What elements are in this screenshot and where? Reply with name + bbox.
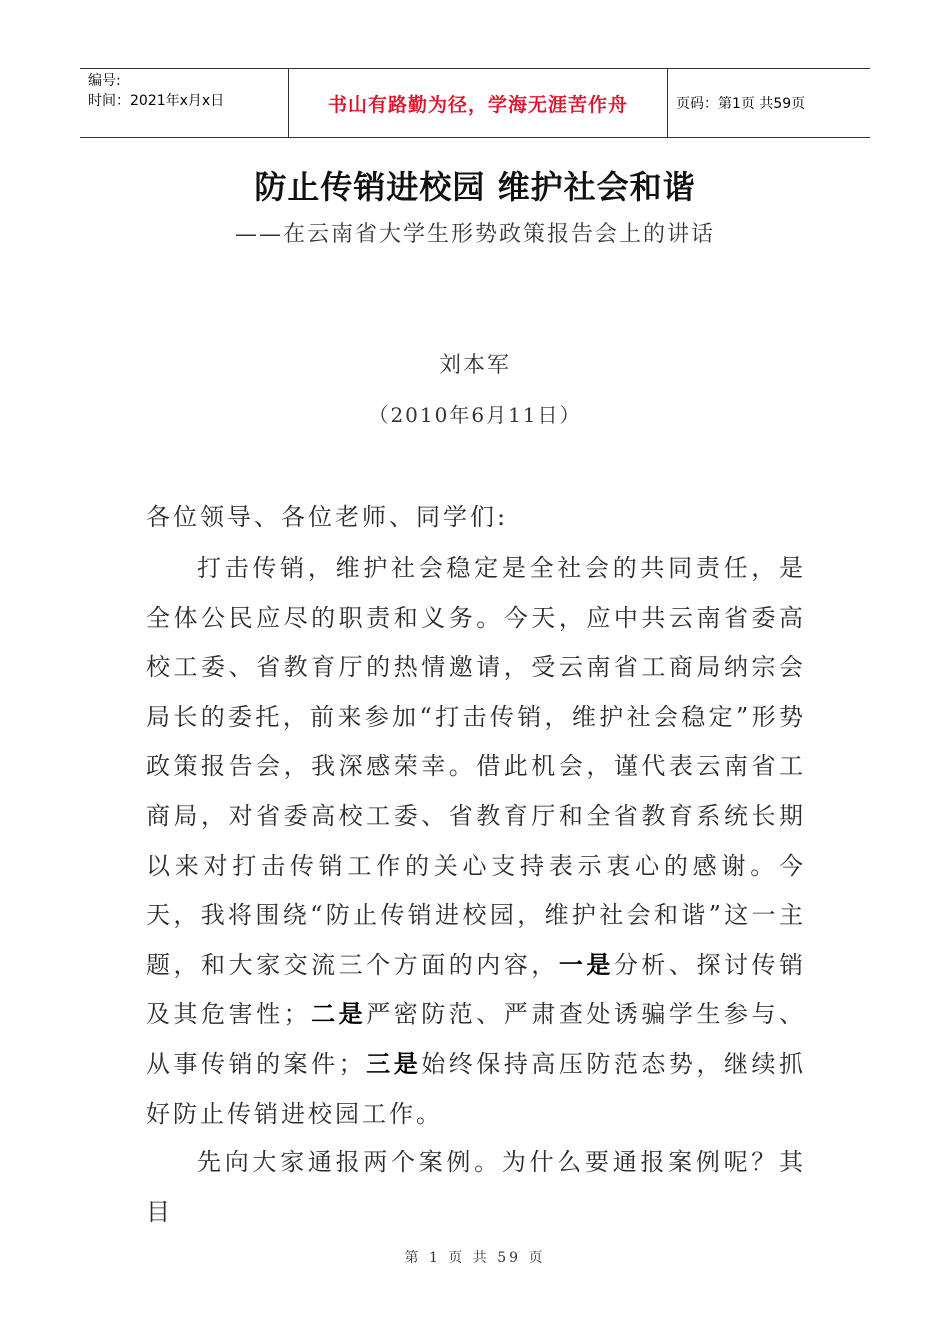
document-title: 防止传销进校园 维护社会和谐 <box>254 168 696 206</box>
header-meta <box>80 69 289 137</box>
para1-bold-1: 一是 <box>558 950 614 979</box>
page-footer: 第 1 页 共 59 页 <box>404 1250 546 1266</box>
header-page-info: 页码：第1页 共59页 <box>676 96 806 112</box>
time-label: 时间：2021年x月x日 <box>88 93 225 109</box>
document-author: 刘本军 <box>438 353 511 378</box>
para1-text-3: 严密防范、严肃查处诱骗学生参与、从事传销的案件； <box>146 1000 807 1078</box>
para1-text-4: 始终保持高压防范态势，继续抓好防止传销进校园工作。 <box>146 1049 807 1128</box>
paragraph-intro <box>146 544 806 1139</box>
para1-bold-3: 三是 <box>365 1049 422 1078</box>
paragraph-cases: 先向大家通报两个案例。为什么要通报案例呢？其目 <box>146 1148 806 1226</box>
document-date: （2010年6月11日） <box>368 403 582 427</box>
para1-text-1: 打击传销，维护社会稳定是全社会的共同责任，是全体公民应尽的职责和义务。今天，应中共云南省委高校工委、省教育厅的热情邀请，受云南省工商局纳宗会局长的委托，前来参加“打击传销，维护社会稳定”形势政策报告会，我深感荣幸。借此机会，谨代表云南省工商局，对省委高校工委、省教育厅和全省教育系统长期以来对打击传销工作的关心支持表示衷心的感谢。今天，我将围绕“防止传销进校园，维护社会和谐”这一主题，和大家交流三个方面的内容， <box>146 554 806 979</box>
page-header <box>80 68 870 138</box>
para1-text-2: 分析、探讨传销及其危害性； <box>146 950 807 1029</box>
document-subtitle: ——在云南省大学生形势政策报告会上的讲话 <box>234 222 715 247</box>
number-label: 编号: <box>88 73 121 89</box>
para1-bold-2: 二是 <box>310 1000 367 1029</box>
salutation: 各位领导、各位老师、同学们: <box>146 503 509 531</box>
header-motto: 书山有路勤为径，学海无涯苦作舟 <box>289 69 668 137</box>
